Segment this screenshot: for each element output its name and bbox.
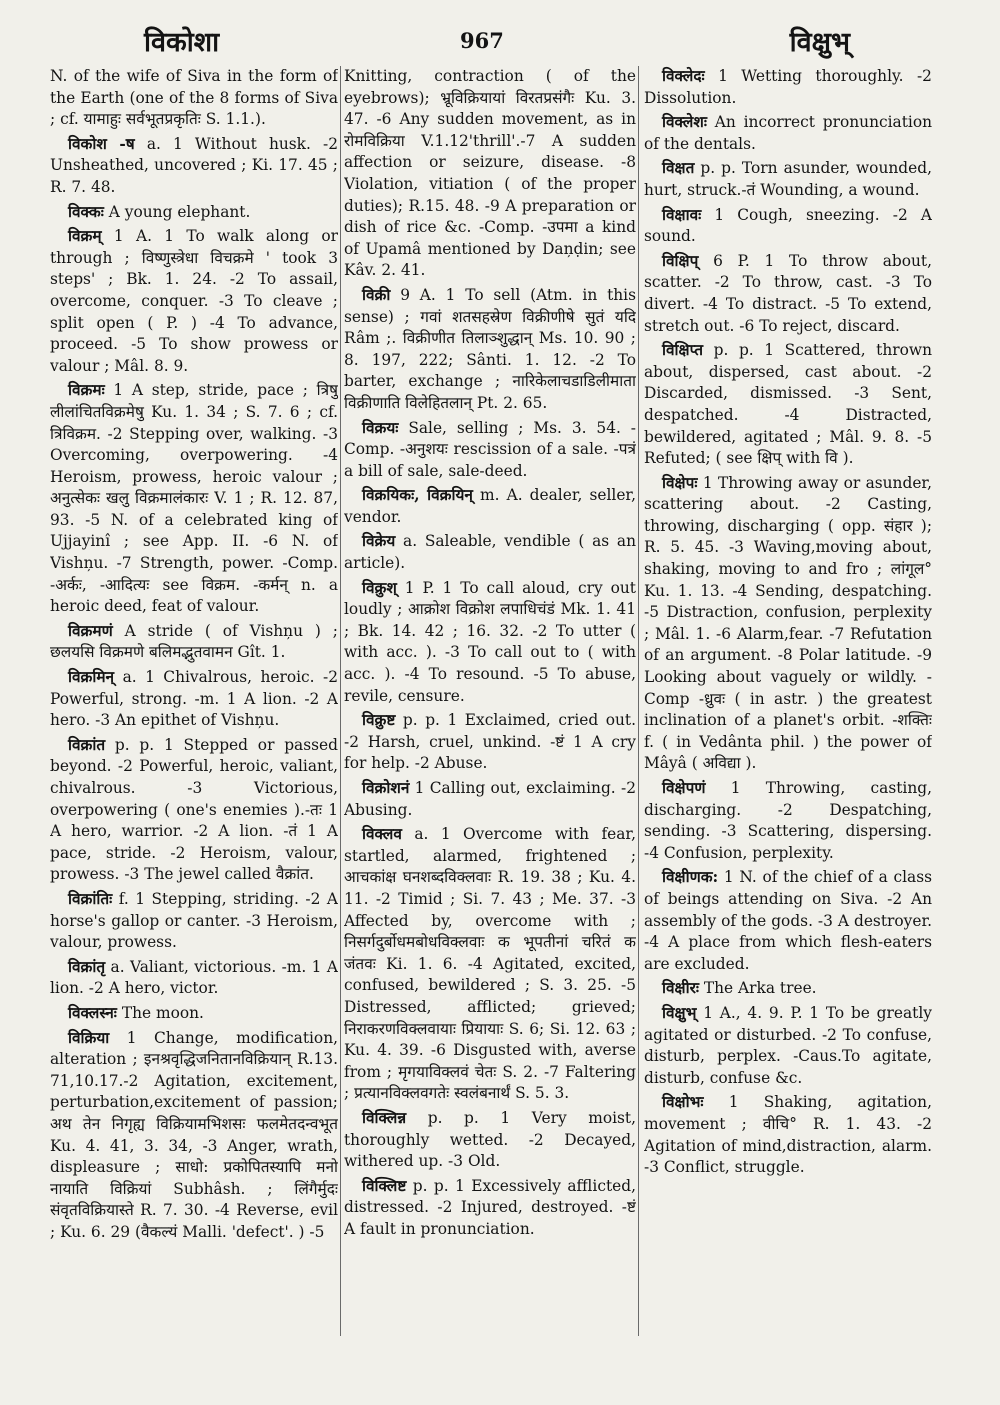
dictionary-entry [644, 112, 932, 155]
entry-definition: a. 1 Chivalrous, heroic. -2 Powerful, strong. -m. 1 A lion. -2 A hero. -3 An epithet of Vishņu. [50, 668, 338, 730]
page-header [48, 22, 942, 62]
dictionary-entry [344, 285, 636, 415]
entry-headword: विक्षेपणं [662, 779, 706, 797]
entry-headword: विक्रमः [68, 381, 105, 400]
entry-definition: 1 A. 1 To walk along or through ; विष्णुस्त्रेधा विचक्रमे ' took 3 steps' ; Bk. 1. 24. -2 To assail, overcome, conquer. -3 To cleave ; split open ( P. ) -4 To advance, proceed. -5 To show prowess or valour ; Mâl. 8. 9. [50, 227, 338, 375]
entry-headword: विक्षिप् [662, 251, 699, 270]
entry-definition: Knitting, contraction ( of the eyebrows); भ्रूविक्रियायां विरतप्रसंगैः Ku. 3. 47. -6 Any sudden movement, as in रोमविक्रिया V.1.12'thrill'.-7 A sudden affection or seizure, disease. -8 Violation, vitiation ( of the proper duties); R.15. 48. -9 A preparation or dish of rice &c. -Comp. -उपमा a kind of Upamâ mentioned by Daņḍin; see Kâv. 2. 41. [344, 67, 636, 280]
entry-definition: f. 1 Stepping, striding. -2 A horse's gallop or canter. -3 Heroism, valour, prowess. [50, 889, 338, 952]
dictionary-entry [344, 1176, 636, 1241]
entry-headword: विकोश -ष [68, 134, 135, 153]
entry-definition: p. p. 1 Very moist, thoroughly wetted. -2 Decayed, withered up. -3 Old. [344, 1108, 636, 1171]
entry-headword: विक्षिप्त [662, 341, 704, 360]
entry-headword: विक्रांत [68, 735, 106, 754]
entry-headword: विक्लस्नः [68, 1003, 117, 1022]
entry-definition: 6 P. 1 To throw about, scatter. -2 To throw, cast. -3 To divert. -4 To distract. -5 To extend, stretch out. -6 To reject, discard. [644, 251, 932, 335]
entry-headword: विक्रमिन् [68, 668, 115, 687]
entry-headword: विक्रोशनं [362, 779, 410, 797]
entry-definition: a. Saleable, vendible ( as an article). [344, 532, 636, 573]
entry-headword: विक्रुश् [362, 578, 397, 597]
entry-definition: 1 P. 1 To call aloud, cry out loudly ; आक्रोश विक्रोश लपाधिचंडं Mk. 1. 41 ; Bk. 14. 42 ; 16. 32. -2 To utter ( with acc. ). -3 To call out to ( with acc. ). -4 To resound. -5 To abuse, revile, censure. [344, 578, 636, 705]
dictionary-entry [50, 667, 338, 732]
dictionary-entry [344, 485, 636, 528]
dictionary-entry [644, 251, 932, 337]
dictionary-entry [644, 867, 932, 975]
entry-headword: विक्रयिकः, विक्रयिन् [362, 486, 473, 505]
dictionary-entry [344, 531, 636, 574]
entry-headword: विक्लेशः [662, 113, 707, 132]
dictionary-entry [344, 578, 636, 708]
entry-headword: विक्रांतृ [68, 957, 106, 976]
entry-definition: p. p. Torn asunder, wounded, hurt, struck.-तं Wounding, a wound. [644, 159, 932, 199]
column-2 [344, 66, 636, 1366]
entry-headword: विक्लिष्ट [362, 1176, 407, 1195]
entry-definition: 1 Cough, sneezing. -2 A sound. [644, 205, 932, 246]
dictionary-entry [644, 978, 932, 1000]
entry-definition: p. p. 1 Scattered, thrown about, dispersed, cast about. -2 Discarded, dismissed. -3 Sent, despatched. -4 Distracted, bewildered, agitated ; Mâl. 9. 8. -5 Refuted; ( see क्षिप् with वि ). [644, 341, 932, 468]
dictionary-entry [644, 473, 932, 775]
entry-definition: 1 A., 4. 9. P. 1 To be greatly agitated or disturbed. -2 To confuse, disturb, perplex. -Caus.To agitate, disturb, confuse &c. [644, 1003, 932, 1087]
entry-definition: 1 Wetting thoroughly. -2 Dissolution. [644, 67, 932, 107]
entry-definition: 9 A. 1 To sell (Atm. in this sense) ; गवां शतसहस्रेण विक्रीणीषे सुतं यदि Râm ;. विक्रीणीत तिलाञ्शुद्धान् Ms. 10. 90 ; 8. 197, 222; Sânti. 1. 12. -2 To barter, exchange ; नारिकेलाचडाडिलीमाता विक्रीणाति विलेहितलान् Pt. 2. 65. [344, 285, 636, 412]
entry-definition: 1 Change, modification, alteration ; इनश्रवृद्धिजनितानविक्रियान् R.13. 71,10.17.-2 Agitation, excitement, perturbation,excitement of passion; अथ तेन निगृह्य विक्रियामभिशसः फलमेतदन्वभूत Ku. 4. 41, 3. 34, -3 Anger, wrath, displeasure ; साधो: प्रकोपितस्यापि मनो नायाति विक्रियां Subhâsh. ; लिंगैर्मुदः संवृतविक्रियास्ते R. 7. 30. -4 Reverse, evil ; Ku. 6. 29 (वैकल्यं Malli. 'defect'. ) -5 [50, 1028, 338, 1241]
entry-headword: विक्षोभः [662, 1093, 704, 1112]
entry-headword: विक्रेय [362, 532, 396, 551]
right-running-headword: विक्षुभ् [789, 27, 850, 58]
entry-headword: विक्षुभ् [662, 1003, 697, 1022]
dictionary-entry [50, 889, 338, 954]
entry-headword: विक्षेपः [662, 473, 698, 492]
entry-definition: m. A. dealer, seller, vendor. [344, 486, 636, 526]
dictionary-entry [50, 380, 338, 618]
entry-definition: A young elephant. [108, 202, 251, 221]
dictionary-entry [50, 621, 338, 664]
dictionary-entry [644, 1003, 932, 1089]
dictionary-entry [644, 1092, 932, 1178]
entry-definition: 1 Calling out, exclaiming. -2 Abusing. [344, 779, 636, 819]
entry-headword: विक्रम् [68, 227, 102, 246]
entry-headword: विक्री [362, 285, 391, 304]
entry-definition: The moon. [121, 1003, 204, 1022]
entry-headword: विक्कः [68, 202, 104, 221]
entry-definition: a. 1 Without husk. -2 Unsheathed, uncovered ; Ki. 17. 45 ; R. 7. 48. [50, 134, 338, 196]
dictionary-entry [50, 957, 338, 1000]
entry-definition: 1 Shaking, agitation, movement ; वीचि° R. 1. 43. -2 Agitation of mind,distraction, alarm. -3 Conflict, struggle. [644, 1093, 932, 1177]
entry-definition: N. of the wife of Siva in the form of the Earth (one of the 8 forms of Siva ; cf. यामाहुः सर्वभूतप्रकृतिः S. 1.1.). [50, 67, 338, 129]
entry-headword: विक्लव [362, 825, 402, 844]
entry-headword: विक्रिया [68, 1028, 110, 1047]
page-number: 967 [460, 28, 504, 53]
entry-definition: a. Valiant, victorious. -m. 1 A lion. -2 A hero, victor. [50, 957, 338, 998]
entry-headword: विक्षीरः [662, 979, 699, 998]
dictionary-entry [344, 1108, 636, 1173]
entry-definition: 1 Throwing away or asunder, scattering about. -2 Casting, throwing, discharging ( opp. संहार ); R. 5. 45. -3 Waving,moving about, shaking, moving to and fro ; लांगूल° Ku. 1. 13. -4 Sending, despatching. -5 Distraction, confusion, perplexity ; Mâl. 1. -6 Alarm,fear. -7 Refutation of an argument. -8 Polar latitude. -9 Looking about vaguely or wildly. -Comp -ध्रुवः ( in astr. ) the greatest inclination of a planet's orbit. -शक्तिः f. ( in Vedânta phil. ) the power of Mâyâ ( अविद्या ). [644, 473, 932, 773]
dictionary-entry [50, 66, 338, 131]
entry-headword: विक्रुष्ट [362, 711, 396, 730]
dictionary-entry [344, 778, 636, 821]
left-running-headword: विकोशा [144, 27, 220, 58]
entry-definition: 1 A step, stride, pace ; त्रिषु लीलांचितविक्रमेषु Ku. 1. 34 ; S. 7. 6 ; cf. त्रिविक्रम. -2 Stepping over, walking. -3 Overcoming, overpowering. -4 Heroism, prowess, heroic valour ; अनुत्सेकः खलु विक्रमालंकारः V. 1 ; R. 12. 87, 93. -5 N. of a celebrated king of Ujjayinî ; see App. II. -6 N. of Vishņu. -7 Strength, power. -Comp. -अर्कः, -आदित्यः see विक्रम. -कर्मन् n. a heroic deed, feat of valour. [50, 381, 338, 616]
dictionary-entry [50, 134, 338, 199]
entry-headword: विक्लेदः [662, 67, 705, 85]
column-divider [340, 66, 341, 1336]
entry-definition: Sale, selling ; Ms. 3. 54. -Comp. -अनुशयः rescission of a sale. -पत्रं a bill of sale, sale-deed. [344, 418, 636, 480]
column-1 [50, 66, 338, 1366]
entry-definition: p. p. 1 Exclaimed, cried out. -2 Harsh, cruel, unkind. -ष्टं 1 A cry for help. -2 Abuse. [344, 711, 636, 773]
entry-definition: a. 1 Overcome with fear, startled, alarmed, frightened ; आचकांक्ष घनशब्दविक्लवाः R. 19. 38 ; Ku. 4. 11. -2 Timid ; Si. 7. 43 ; Me. 37. -3 Affected by, overcome with ; निसर्गदुर्बोधमबोधविक्लवाः क भूपतीनां चरितं क जंतवः Ki. 1. 6. -4 Agitated, excited, confused, bewildered ; S. 3. 25. -5 Distressed, afflicted; grieved; निराकरणविक्लवायाः प्रियायाः S. 6; Si. 12. 63 ; Ku. 4. 39. -6 Disgusted with, averse from ; मृगयाविक्लवं चेतः S. 2. -7 Faltering ; प्रत्यानविक्लवगतेः स्वलंबनार्थं S. 5. 3. [344, 825, 636, 1103]
dictionary-entry [50, 1003, 338, 1025]
dictionary-entry [644, 205, 932, 248]
entry-definition: 1 Throwing, casting, discharging. -2 Despatching, sending. -3 Scattering, dispersing. -4 Confusion, perplexity. [644, 779, 932, 862]
entry-definition: The Arka tree. [703, 979, 817, 998]
entry-definition: A stride ( of Vishņu ) ; छलयसि विक्रमणे बलिमद्भुतवामन Gît. 1. [50, 621, 338, 662]
column-3 [644, 66, 932, 1366]
entry-definition: p. p. 1 Stepped or passed beyond. -2 Powerful, heroic, valiant, chivalrous. -3 Victorious, overpowering ( one's enemies ).-तः 1 A hero, warrior. -2 A lion. -तं 1 A pace, stride. -2 Heroism, valour, prowess. -3 The jewel called वैक्रांत. [50, 735, 338, 884]
entry-definition: An incorrect pronunciation of the dentals. [644, 113, 932, 153]
entry-definition: p. p. 1 Excessively afflicted, distressed. -2 Injured, destroyed. -ष्टं A fault in pronunciation. [344, 1176, 636, 1238]
dictionary-entry [644, 340, 932, 470]
entry-definition: 1 N. of the chief of a class of beings attending on Siva. -2 An assembly of the gods. -3 A destroyer. -4 A place from which flesh-eaters are excluded. [644, 868, 932, 973]
dictionary-entry [50, 226, 338, 377]
dictionary-entry [344, 418, 636, 483]
entry-headword: विक्षावः [662, 205, 702, 224]
entry-headword: विक्रांतिः [68, 889, 113, 908]
entry-headword: विक्लिन्न [362, 1108, 407, 1127]
dictionary-entry [344, 824, 636, 1105]
dictionary-entry [50, 735, 338, 886]
dictionary-entry [644, 158, 932, 201]
entry-headword: विक्रयः [362, 418, 399, 437]
entry-headword: विक्षीणक: [662, 868, 719, 887]
entry-headword: विक्षत [662, 159, 695, 178]
column-divider [638, 66, 639, 1336]
dictionary-entry [644, 66, 932, 109]
dictionary-entry [344, 710, 636, 775]
dictionary-entry [50, 1028, 338, 1244]
dictionary-entry [50, 202, 338, 224]
entry-headword: विक्रमणं [68, 621, 113, 640]
dictionary-entry [344, 66, 636, 282]
dictionary-entry [644, 778, 932, 864]
